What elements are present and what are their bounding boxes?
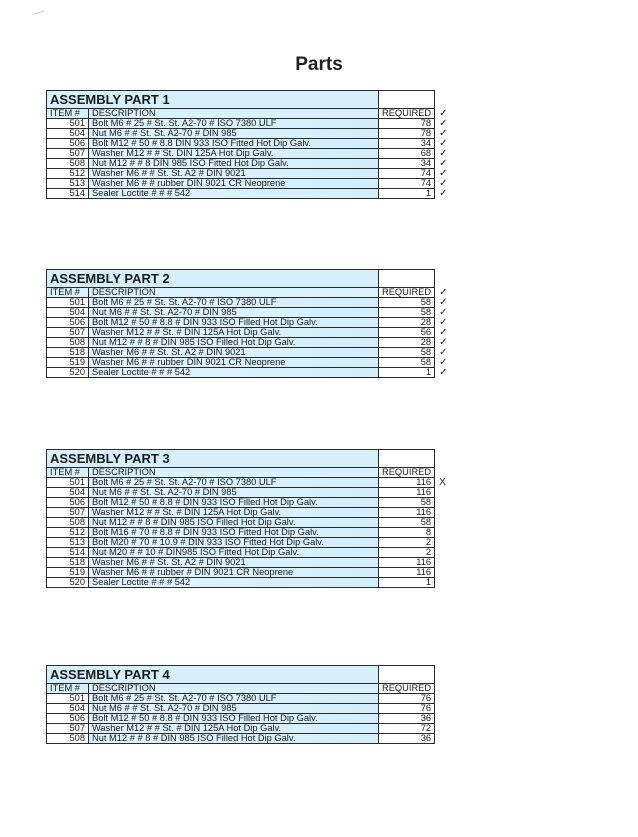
- title-mark-cell: [435, 270, 451, 288]
- required-quantity: 1: [379, 368, 435, 378]
- item-number: 508: [47, 338, 89, 348]
- item-description: Nut M12 # # 8 # DIN 985 ISO Filled Hot Dip Galv.: [89, 734, 379, 744]
- column-header-description: DESCRIPTION: [89, 684, 379, 694]
- column-header-required: REQUIRED: [379, 684, 435, 694]
- item-description: Nut M6 # # St. St. A2-70 # DIN 985: [89, 704, 379, 714]
- item-number: 508: [47, 159, 89, 169]
- scan-speck: [33, 10, 47, 22]
- check-mark: ✓: [439, 168, 448, 179]
- item-number: 501: [47, 478, 89, 488]
- item-number: 501: [47, 119, 89, 129]
- check-mark: ✓: [439, 178, 448, 189]
- column-header-item: ITEM #: [47, 288, 89, 298]
- required-quantity: 2: [379, 548, 435, 558]
- item-number: 518: [47, 348, 89, 358]
- required-quantity: 28: [379, 338, 435, 348]
- title-mark-cell: [435, 91, 451, 109]
- item-description: Washer M6 # # St. St. A2 # DIN 9021: [89, 169, 379, 179]
- required-quantity: 34: [379, 139, 435, 149]
- required-quantity: 58: [379, 298, 435, 308]
- table-row: [47, 478, 451, 488]
- check-mark: ✓: [439, 337, 448, 348]
- item-description: Washer M6 # # rubber DIN 9021 CR Neoprene: [89, 358, 379, 368]
- item-description: Washer M6 # # St. St. A2 # DIN 9021: [89, 348, 379, 358]
- check-mark: [435, 704, 451, 714]
- check-mark: [435, 538, 451, 548]
- item-description: Nut M12 # # 8 # DIN 985 ISO Filled Hot Dip Galv.: [89, 518, 379, 528]
- check-mark: ✓: [439, 317, 448, 328]
- item-description: Bolt M12 # 50 # 8.8 # DIN 933 ISO Filled Hot Dip Galv.: [89, 318, 379, 328]
- required-quantity: 76: [379, 704, 435, 714]
- table-row: [47, 179, 451, 189]
- check-mark: [435, 568, 451, 578]
- column-header-required: REQUIRED: [379, 288, 435, 298]
- table-row: [47, 558, 451, 568]
- item-description: Bolt M6 # 25 # St. St. A2-70 # ISO 7380 ULF: [89, 478, 379, 488]
- table-row: [47, 169, 451, 179]
- header-check-mark: ✓: [435, 109, 451, 119]
- item-number: 518: [47, 558, 89, 568]
- item-description: Bolt M6 # 25 # St. St. A2-70 # ISO 7380 ULF: [89, 298, 379, 308]
- required-quantity: 78: [379, 129, 435, 139]
- item-number: 508: [47, 518, 89, 528]
- title-mark-cell: [435, 666, 451, 684]
- table-row: [47, 518, 451, 528]
- table-row: [47, 149, 451, 159]
- column-header-required: REQUIRED: [379, 109, 435, 119]
- required-quantity: 28: [379, 318, 435, 328]
- item-description: Washer M6 # # rubber DIN 9021 CR Neoprene: [89, 179, 379, 189]
- table-row: [47, 498, 451, 508]
- column-header-item: ITEM #: [47, 684, 89, 694]
- check-mark: ✓: [439, 297, 448, 308]
- item-description: Bolt M12 # 50 # 8.8 DIN 933 ISO Fitted Hot Dip Galv.: [89, 139, 379, 149]
- assembly-table-4: [46, 665, 451, 744]
- item-description: Washer M12 # # St. # DIN 125A Hot Dip Galv.: [89, 328, 379, 338]
- item-number: 504: [47, 129, 89, 139]
- table-row: [47, 348, 451, 358]
- required-quantity: 56: [379, 328, 435, 338]
- column-header-description: DESCRIPTION: [89, 288, 379, 298]
- check-mark: [435, 548, 451, 558]
- column-header-description: DESCRIPTION: [89, 109, 379, 119]
- column-header-item: ITEM #: [47, 468, 89, 478]
- header-check-mark: [435, 684, 451, 694]
- item-description: Nut M6 # # St. St. A2-70 # DIN 985: [89, 129, 379, 139]
- table-row: [47, 508, 451, 518]
- item-number: 501: [47, 298, 89, 308]
- table-row: [47, 139, 451, 149]
- table-row: [47, 358, 451, 368]
- required-quantity: 116: [379, 558, 435, 568]
- item-description: Sealer Loctite # # # 542: [89, 368, 379, 378]
- required-quantity: 1: [379, 578, 435, 588]
- title-blank-cell: [379, 91, 435, 109]
- table-row: [47, 528, 451, 538]
- assembly-title: ASSEMBLY PART 1: [47, 91, 379, 109]
- table-row: [47, 328, 451, 338]
- item-number: 514: [47, 189, 89, 199]
- required-quantity: 116: [379, 488, 435, 498]
- column-header-description: DESCRIPTION: [89, 468, 379, 478]
- item-number: 514: [47, 548, 89, 558]
- check-mark: [435, 724, 451, 734]
- check-mark: [435, 508, 451, 518]
- item-number: 506: [47, 714, 89, 724]
- item-description: Sealer Loctite # # # 542: [89, 578, 379, 588]
- table-row: [47, 298, 451, 308]
- item-number: 504: [47, 308, 89, 318]
- item-description: Washer M12 # # St. DIN 125A Hot Dip Galv.: [89, 149, 379, 159]
- item-number: 506: [47, 498, 89, 508]
- table-row: [47, 714, 451, 724]
- check-mark: [435, 578, 451, 588]
- assembly-title: ASSEMBLY PART 2: [47, 270, 379, 288]
- item-number: 512: [47, 528, 89, 538]
- table-row: [47, 578, 451, 588]
- table-row: [47, 538, 451, 548]
- item-number: 504: [47, 488, 89, 498]
- assembly-title: ASSEMBLY PART 3: [47, 450, 379, 468]
- item-description: Nut M12 # # 8 DIN 985 ISO Fitted Hot Dip Galv.: [89, 159, 379, 169]
- item-number: 519: [47, 358, 89, 368]
- item-number: 520: [47, 578, 89, 588]
- item-description: Sealer Loctite # # # 542: [89, 189, 379, 199]
- item-number: 501: [47, 694, 89, 704]
- item-description: Bolt M6 # 25 # St. St. A2-70 # ISO 7380 ULF: [89, 119, 379, 129]
- table-row: [47, 548, 451, 558]
- required-quantity: 58: [379, 358, 435, 368]
- item-description: Nut M6 # # St. St. A2-70 # DIN 985: [89, 488, 379, 498]
- item-description: Bolt M6 # 25 # St. St. A2-70 # ISO 7380 ULF: [89, 694, 379, 704]
- table-row: [47, 568, 451, 578]
- item-description: Washer M12 # # St. # DIN 125A Hot Dip Galv.: [89, 724, 379, 734]
- check-mark: ✓: [439, 327, 448, 338]
- item-description: Nut M20 # # 10 # DIN985 ISO Fitted Hot Dip Galv.: [89, 548, 379, 558]
- item-description: Bolt M20 # 70 # 10.9 # DIN 933 ISO Fitted Hot Dip Galv.: [89, 538, 379, 548]
- page-title: Parts: [295, 54, 343, 75]
- required-quantity: 36: [379, 734, 435, 744]
- table-row: [47, 129, 451, 139]
- item-number: 519: [47, 568, 89, 578]
- item-number: 513: [47, 538, 89, 548]
- assembly-table-1: [46, 90, 451, 199]
- header-check-mark: ✓: [435, 288, 451, 298]
- item-number: 506: [47, 139, 89, 149]
- table-row: [47, 488, 451, 498]
- item-description: Washer M6 # # rubber # DIN 9021 CR Neoprene: [89, 568, 379, 578]
- item-description: Washer M6 # # St. St. A2 # DIN 9021: [89, 558, 379, 568]
- check-mark: ✓: [439, 158, 448, 169]
- item-number: 512: [47, 169, 89, 179]
- required-quantity: 116: [379, 478, 435, 488]
- required-quantity: 74: [379, 169, 435, 179]
- assembly-table-3: [46, 449, 451, 588]
- check-mark: [435, 518, 451, 528]
- required-quantity: 36: [379, 714, 435, 724]
- item-description: Bolt M12 # 50 # 8.8 # DIN 933 ISO Filled Hot Dip Galv.: [89, 498, 379, 508]
- required-quantity: 68: [379, 149, 435, 159]
- required-quantity: 1: [379, 189, 435, 199]
- required-quantity: 78: [379, 119, 435, 129]
- title-blank-cell: [379, 666, 435, 684]
- table-row: [47, 724, 451, 734]
- table-row: [47, 308, 451, 318]
- check-mark: ✓: [439, 148, 448, 159]
- check-mark: [435, 694, 451, 704]
- title-blank-cell: [379, 450, 435, 468]
- item-number: 508: [47, 734, 89, 744]
- item-description: Nut M6 # # St. St. A2-70 # DIN 985: [89, 308, 379, 318]
- table-row: [47, 368, 451, 378]
- required-quantity: 72: [379, 724, 435, 734]
- item-description: Bolt M16 # 70 # 8.8 # DIN 933 ISO Fitted Hot Dip Galv.: [89, 528, 379, 538]
- check-mark: ✓: [439, 307, 448, 318]
- item-number: 507: [47, 328, 89, 338]
- title-mark-cell: [435, 450, 451, 468]
- check-mark: ✓: [439, 357, 448, 368]
- table-row: [47, 338, 451, 348]
- item-description: Washer M12 # # St. # DIN 125A Hot Dip Galv.: [89, 508, 379, 518]
- check-mark: [435, 528, 451, 538]
- table-row: [47, 119, 451, 129]
- required-quantity: 34: [379, 159, 435, 169]
- table-row: [47, 694, 451, 704]
- title-blank-cell: [379, 270, 435, 288]
- required-quantity: 58: [379, 308, 435, 318]
- required-quantity: 58: [379, 348, 435, 358]
- item-number: 520: [47, 368, 89, 378]
- check-mark: [435, 558, 451, 568]
- check-mark: ✓: [439, 367, 448, 378]
- check-mark: ✓: [439, 128, 448, 139]
- table-row: [47, 318, 451, 328]
- check-mark: X: [439, 477, 446, 488]
- item-description: Bolt M12 # 50 # 8.8 # DIN 933 ISO Filled Hot Dip Galv.: [89, 714, 379, 724]
- table-row: [47, 704, 451, 714]
- column-header-item: ITEM #: [47, 109, 89, 119]
- item-number: 506: [47, 318, 89, 328]
- check-mark: ✓: [439, 188, 448, 199]
- required-quantity: 116: [379, 508, 435, 518]
- item-description: Nut M12 # # 8 # DIN 985 ISO Filled Hot Dip Galv.: [89, 338, 379, 348]
- check-mark: ✓: [439, 347, 448, 358]
- column-header-required: REQUIRED: [379, 468, 435, 478]
- assembly-title: ASSEMBLY PART 4: [47, 666, 379, 684]
- check-mark: [435, 734, 451, 744]
- required-quantity: 8: [379, 528, 435, 538]
- item-number: 507: [47, 149, 89, 159]
- check-mark: [435, 498, 451, 508]
- item-number: 507: [47, 508, 89, 518]
- check-mark: [435, 714, 451, 724]
- required-quantity: 74: [379, 179, 435, 189]
- assembly-table-2: [46, 269, 451, 378]
- required-quantity: 116: [379, 568, 435, 578]
- required-quantity: 58: [379, 498, 435, 508]
- check-mark: ✓: [439, 118, 448, 129]
- required-quantity: 58: [379, 518, 435, 528]
- item-number: 504: [47, 704, 89, 714]
- table-row: [47, 159, 451, 169]
- check-mark: [435, 488, 451, 498]
- required-quantity: 76: [379, 694, 435, 704]
- required-quantity: 2: [379, 538, 435, 548]
- table-row: [47, 734, 451, 744]
- table-row: [47, 189, 451, 199]
- check-mark: ✓: [439, 138, 448, 149]
- item-number: 507: [47, 724, 89, 734]
- header-check-mark: [435, 468, 451, 478]
- item-number: 513: [47, 179, 89, 189]
